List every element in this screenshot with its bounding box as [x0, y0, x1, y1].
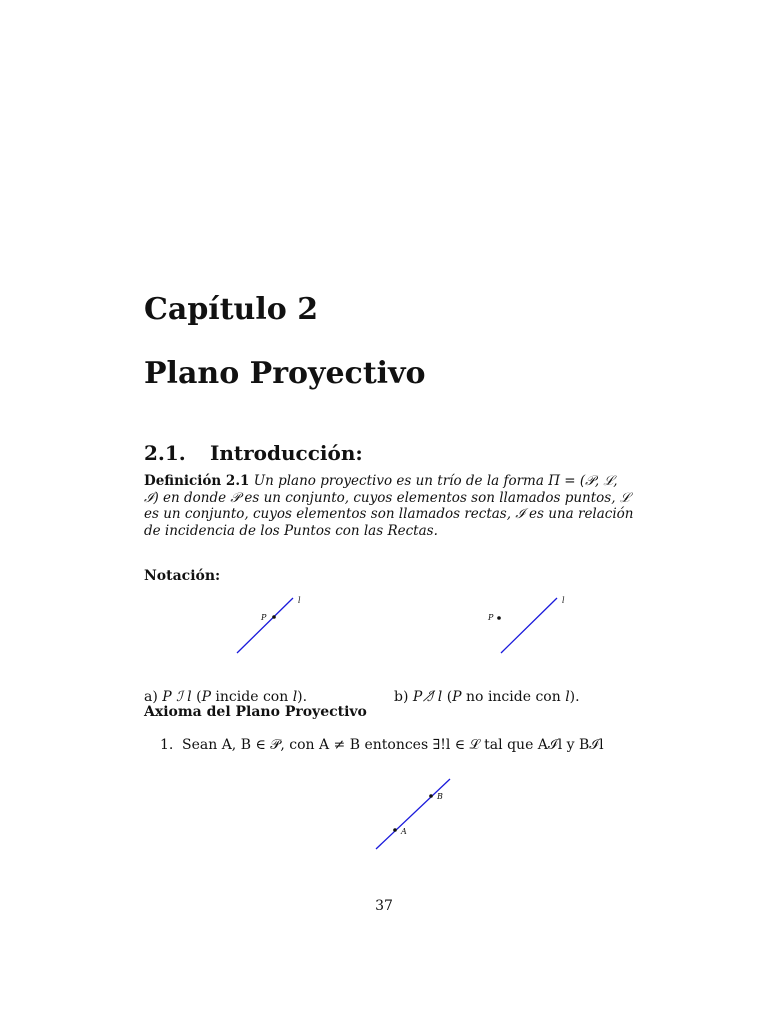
point-b: [429, 794, 433, 798]
line-l: [501, 598, 557, 653]
figure-incidence: [230, 592, 310, 658]
section-title: Introducción:: [210, 441, 363, 465]
caption-b-prefix: b): [394, 689, 413, 705]
point-b-label: B: [437, 792, 443, 801]
axiom-number: 1.: [160, 737, 174, 753]
definition-text: Un plano proyectivo es un trío de la forma Π = (𝒫, ℒ, ℐ) en donde 𝒫 es un conjunto, cuyos elementos son llamados puntos, ℒ es un conjunto, cuyos elementos son llamados rectas, ℐ es una relación de incidencia de los Puntos con las Rectas.: [144, 473, 634, 539]
point-p: [272, 615, 276, 619]
line-l-label: l: [298, 596, 301, 605]
figure-non-incidence: [484, 592, 574, 658]
caption-a: a) P ℐ l (P incide con l).: [144, 689, 308, 705]
line-l-label: l: [562, 596, 565, 605]
point-p: [497, 616, 501, 620]
section-heading: [144, 440, 363, 466]
axiom-item-1: [160, 736, 604, 754]
caption-b: b) P ℐ̸ l (P no incide con l).: [394, 689, 580, 705]
definition-paragraph: [144, 473, 634, 539]
caption-a-expr: P ℐ l: [162, 689, 192, 705]
definition-label: Definición 2.1: [144, 473, 250, 489]
caption-a-prefix: a): [144, 689, 163, 705]
figure-axiom-line: [370, 774, 460, 854]
page-title: Plano Proyectivo: [144, 356, 426, 391]
axiom-heading: Axioma del Plano Proyectivo: [144, 704, 367, 720]
notation-heading: Notación:: [144, 568, 221, 584]
point-a-label: A: [401, 827, 407, 836]
page-number: 37: [375, 898, 393, 914]
point-a: [393, 828, 397, 832]
line-ab: [376, 779, 450, 849]
point-p-label: P: [261, 613, 267, 622]
point-p-label: P: [488, 613, 494, 622]
axiom-text: Sean A, B ∈ 𝒫, con A ≠ B entonces ∃!l ∈ ℒ tal que Aℐl y Bℐl: [182, 737, 604, 753]
section-number: 2.1.: [144, 441, 186, 465]
chapter-heading: Capítulo 2: [144, 292, 319, 327]
caption-b-expr: P ℐ̸ l: [412, 689, 443, 705]
line-l: [237, 598, 293, 653]
